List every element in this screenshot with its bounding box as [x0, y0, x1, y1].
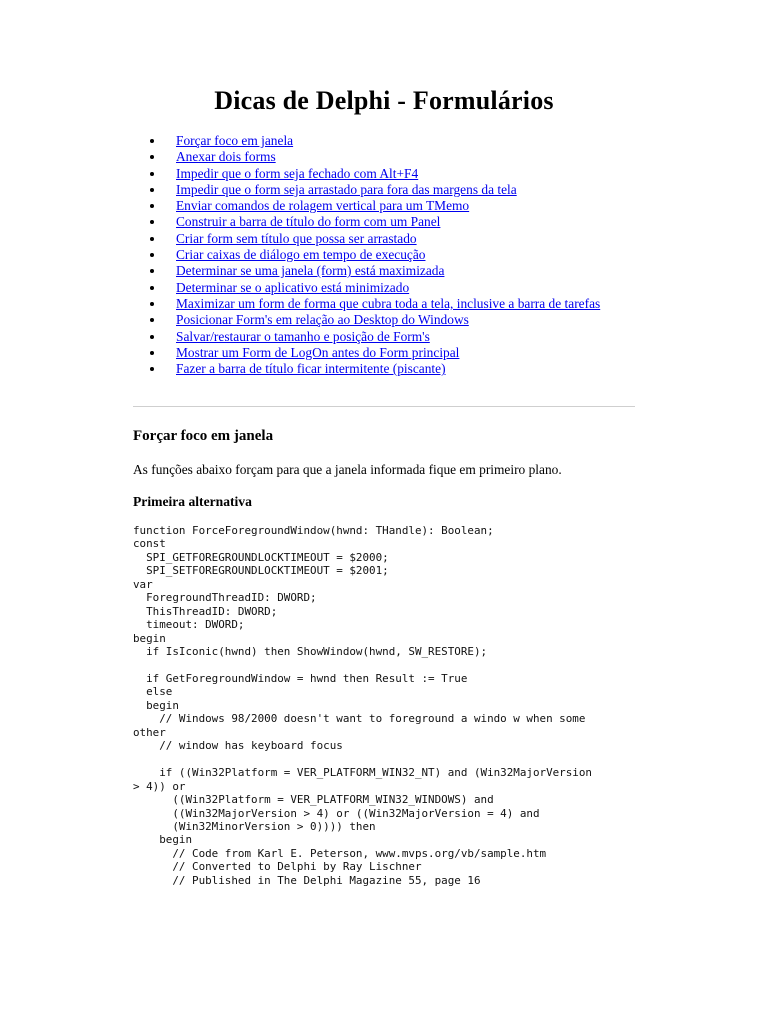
- toc-item: [133, 296, 693, 312]
- page-title: Dicas de Delphi - Formulários: [214, 86, 554, 115]
- toc-link[interactable]: Enviar comandos de rolagem vertical para um TMemo: [176, 198, 470, 214]
- code-line: > 4)) or: [133, 779, 186, 793]
- subheading: Primeira alternativa: [133, 494, 252, 509]
- toc-link[interactable]: Criar form sem título que possa ser arrastado: [176, 230, 417, 246]
- toc-link[interactable]: Impedir que o form seja fechado com Alt+F4: [176, 165, 419, 181]
- code-line: if ((Win32Platform = VER_PLATFORM_WIN32_NT) and (Win32MajorVersion: [133, 766, 592, 780]
- bullet-icon: [150, 253, 154, 257]
- code-line: begin: [133, 833, 193, 847]
- section-heading: Forçar foco em janela: [133, 428, 274, 444]
- toc-item: [133, 345, 693, 361]
- code-line: (Win32MinorVersion > 0)))) then: [133, 819, 376, 833]
- toc-item: [133, 280, 693, 296]
- section-divider: [133, 406, 635, 407]
- code-line: if GetForegroundWindow = hwnd then Result := True: [133, 671, 468, 685]
- toc-link[interactable]: Determinar se o aplicativo está minimizado: [176, 279, 410, 295]
- toc-link[interactable]: Mostrar um Form de LogOn antes do Form principal: [176, 344, 460, 360]
- code-line: begin: [133, 631, 166, 645]
- bullet-icon: [150, 302, 154, 306]
- bullet-icon: [150, 318, 154, 322]
- code-line: SPI_GETFOREGROUNDLOCKTIMEOUT = $2000;: [133, 550, 389, 564]
- toc-item: [133, 263, 693, 279]
- code-line: // Published in The Delphi Magazine 55, page 16: [133, 873, 481, 887]
- toc-item: [133, 231, 693, 247]
- toc-item: [133, 329, 693, 345]
- toc-link[interactable]: Salvar/restaurar o tamanho e posição de Form's: [176, 328, 430, 344]
- code-line: function ForceForegroundWindow(hwnd: THandle): Boolean;: [133, 524, 494, 537]
- code-line: other: [133, 725, 166, 739]
- code-line: SPI_SETFOREGROUNDLOCKTIMEOUT = $2001;: [133, 564, 389, 578]
- toc-item: [133, 182, 693, 198]
- toc-item: [133, 247, 693, 263]
- code-line: ((Win32Platform = VER_PLATFORM_WIN32_WINDOWS) and: [133, 793, 494, 807]
- code-line: ForegroundThreadID: DWORD;: [133, 591, 317, 605]
- toc-link[interactable]: Fazer a barra de título ficar intermitente (piscante): [176, 361, 446, 377]
- code-line: else: [133, 685, 173, 699]
- toc-link[interactable]: Impedir que o form seja arrastado para fora das margens da tela: [176, 181, 517, 197]
- toc-link[interactable]: Criar caixas de diálogo em tempo de execução: [176, 247, 426, 263]
- bullet-icon: [150, 188, 154, 192]
- code-line: // window has keyboard focus: [133, 739, 343, 753]
- table-of-contents: [133, 133, 693, 377]
- bullet-icon: [150, 237, 154, 241]
- bullet-icon: [150, 367, 154, 371]
- bullet-icon: [150, 286, 154, 290]
- toc-link[interactable]: Posicionar Form's em relação ao Desktop do Windows: [176, 312, 469, 328]
- toc-item: [133, 149, 693, 165]
- bullet-icon: [150, 155, 154, 159]
- toc-link[interactable]: Maximizar um form de forma que cubra toda a tela, inclusive a barra de tarefas: [176, 295, 601, 311]
- code-line: ((Win32MajorVersion > 4) or ((Win32MajorVersion = 4) and: [133, 806, 540, 820]
- toc-item: [133, 312, 693, 328]
- bullet-icon: [150, 335, 154, 339]
- code-line: if IsIconic(hwnd) then ShowWindow(hwnd, SW_RESTORE);: [133, 645, 488, 659]
- toc-item: [133, 214, 693, 230]
- bullet-icon: [150, 204, 154, 208]
- code-line: const: [133, 537, 166, 551]
- code-line: // Converted to Delphi by Ray Lischner: [133, 860, 422, 874]
- code-line: timeout: DWORD;: [133, 618, 245, 632]
- toc-link[interactable]: Determinar se uma janela (form) está maximizada: [176, 263, 445, 279]
- toc-link[interactable]: Construir a barra de título do form com um Panel: [176, 214, 441, 230]
- bullet-icon: [150, 351, 154, 355]
- toc-link[interactable]: Anexar dois forms: [176, 149, 276, 165]
- bullet-icon: [150, 139, 154, 143]
- toc-item: [133, 198, 693, 214]
- toc-item: [133, 166, 693, 182]
- code-block: [133, 524, 592, 887]
- code-line: // Code from Karl E. Peterson, www.mvps.org/vb/sample.htm: [133, 846, 547, 860]
- code-line: begin: [133, 698, 179, 712]
- toc-item: [133, 133, 693, 149]
- code-line: var: [133, 577, 153, 591]
- code-line: // Windows 98/2000 doesn't want to foreground a windo w when some: [133, 712, 586, 726]
- bullet-icon: [150, 172, 154, 176]
- code-line: ThisThreadID: DWORD;: [133, 604, 278, 618]
- toc-item: [133, 361, 693, 377]
- section-intro: As funções abaixo forçam para que a janela informada fique em primeiro plano.: [133, 462, 562, 477]
- bullet-icon: [150, 220, 154, 224]
- toc-link[interactable]: Forçar foco em janela: [176, 133, 294, 148]
- bullet-icon: [150, 269, 154, 273]
